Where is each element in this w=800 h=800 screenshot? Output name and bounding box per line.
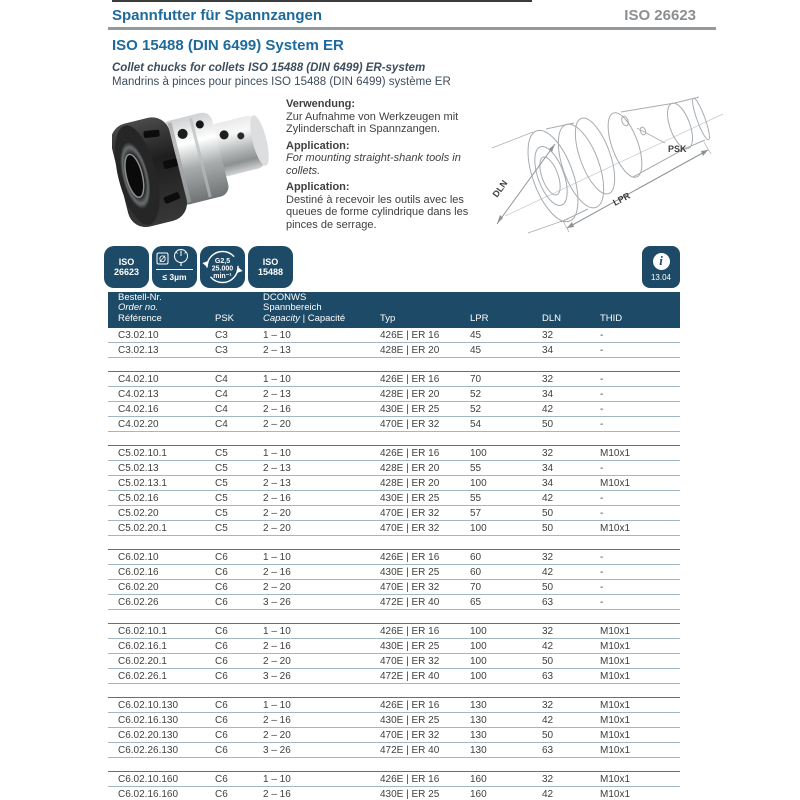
table-cell: C5 — [215, 507, 228, 519]
column-header-capacity: DCONWS Spannbereich Capacity | Capacité — [263, 291, 346, 324]
table-cell: 3 – 26 — [263, 596, 291, 608]
table-cell: 34 — [542, 462, 554, 474]
table-cell: - — [600, 566, 604, 578]
table-cell: - — [600, 329, 604, 341]
table-cell: 32 — [542, 699, 554, 711]
top-cutoff-strip — [112, 0, 532, 2]
table-row — [108, 743, 680, 758]
table-cell: M10x1 — [600, 447, 631, 459]
table-cell: 60 — [470, 551, 482, 563]
table-cell: 63 — [542, 744, 554, 756]
table-cell: C6.02.16.130 — [118, 714, 179, 726]
page-title: Spannfutter für Spannzangen — [112, 7, 322, 24]
table-cell: M10x1 — [600, 788, 631, 800]
table-cell: C4.02.16 — [118, 403, 159, 415]
table-row — [108, 787, 680, 800]
table-cell: - — [600, 373, 604, 385]
table-row — [108, 772, 680, 787]
table-cell: 1 – 10 — [263, 625, 291, 637]
table-cell: 57 — [470, 507, 482, 519]
table-cell: 70 — [470, 581, 482, 593]
table-cell: C6 — [215, 551, 228, 563]
table-cell: 130 — [470, 714, 487, 726]
table-header — [108, 292, 680, 328]
table-cell: C6.02.10.1 — [118, 625, 167, 637]
subtitle-en: Collet chucks for collets ISO 15488 (DIN 6499) ER-system — [112, 62, 426, 74]
table-cell: 130 — [470, 744, 487, 756]
table-cell: 470E | ER 32 — [380, 581, 440, 593]
table-cell: 32 — [542, 447, 554, 459]
runout-divider — [156, 269, 193, 270]
table-cell: M10x1 — [600, 670, 631, 682]
table-cell: 63 — [542, 596, 554, 608]
table-cell: 472E | ER 40 — [380, 596, 440, 608]
table-group — [108, 623, 680, 684]
badge-balancing — [200, 246, 245, 288]
table-cell: 430E | ER 25 — [380, 640, 440, 652]
table-cell: C6.02.20 — [118, 581, 159, 593]
table-cell: 2 – 16 — [263, 403, 291, 415]
table-row — [108, 461, 680, 476]
table-cell: M10x1 — [600, 714, 631, 726]
table-cell: 160 — [470, 773, 487, 785]
description-en-text: For mounting straight-shank tools in collets. — [286, 152, 461, 177]
table-row — [108, 446, 680, 461]
badge-iso-26623 — [104, 246, 149, 288]
table-cell: C5 — [215, 462, 228, 474]
table-cell: 2 – 20 — [263, 729, 291, 741]
table-cell: 430E | ER 25 — [380, 714, 440, 726]
column-header-dln: DLN — [542, 312, 562, 324]
table-cell: C5 — [215, 492, 228, 504]
table-cell: 2 – 20 — [263, 581, 291, 593]
table-row — [108, 372, 680, 387]
table-cell: 2 – 13 — [263, 388, 291, 400]
table-cell: 472E | ER 40 — [380, 670, 440, 682]
table-group — [108, 771, 680, 800]
column-header-psk: PSK — [215, 312, 235, 324]
table-cell: C4 — [215, 373, 228, 385]
section-heading: ISO 15488 (DIN 6499) System ER — [112, 37, 344, 54]
table-group — [108, 371, 680, 432]
table-cell: C6 — [215, 596, 228, 608]
table-cell: C6.02.10 — [118, 551, 159, 563]
runout-value: ≤ 3µm — [162, 272, 187, 282]
table-cell: 100 — [470, 670, 487, 682]
table-cell: 100 — [470, 640, 487, 652]
table-cell: 45 — [470, 344, 482, 356]
table-cell: - — [600, 596, 604, 608]
table-cell: 428E | ER 20 — [380, 388, 440, 400]
balance-unit: min⁻¹ — [213, 273, 232, 280]
page-header — [112, 7, 696, 24]
table-row — [108, 521, 680, 536]
table-cell: C5.02.20 — [118, 507, 159, 519]
table-cell: 1 – 10 — [263, 373, 291, 385]
table-cell: - — [600, 418, 604, 430]
table-row — [108, 595, 680, 610]
table-cell: 60 — [470, 566, 482, 578]
table-cell: 3 – 26 — [263, 670, 291, 682]
table-cell: C6.02.16 — [118, 566, 159, 578]
balance-grade: G2,5 — [214, 258, 231, 265]
table-cell: 34 — [542, 388, 554, 400]
table-cell: 426E | ER 16 — [380, 447, 440, 459]
table-cell: 55 — [470, 492, 482, 504]
table-cell: 2 – 16 — [263, 566, 291, 578]
table-cell: M10x1 — [600, 477, 631, 489]
table-group — [108, 697, 680, 758]
badge-iso-15488 — [248, 246, 293, 288]
table-cell: 52 — [470, 403, 482, 415]
table-cell: C6.02.16.160 — [118, 788, 179, 800]
table-cell: C5 — [215, 522, 228, 534]
table-cell: 32 — [542, 329, 554, 341]
table-cell: 430E | ER 25 — [380, 403, 440, 415]
subtitle-block — [112, 61, 451, 89]
table-cell: 430E | ER 25 — [380, 492, 440, 504]
table-cell: C6 — [215, 744, 228, 756]
table-cell: C4.02.20 — [118, 418, 159, 430]
balance-speed: 25.000 — [211, 265, 234, 273]
table-cell: C5 — [215, 447, 228, 459]
table-cell: C6 — [215, 670, 228, 682]
table-cell: 100 — [470, 655, 487, 667]
table-cell: C6.02.20.1 — [118, 655, 167, 667]
table-cell: 2 – 20 — [263, 522, 291, 534]
table-cell: C6.02.26.130 — [118, 744, 179, 756]
table-cell: 32 — [542, 551, 554, 563]
table-cell: C5.02.13 — [118, 462, 159, 474]
table-cell: 430E | ER 25 — [380, 788, 440, 800]
header-divider — [108, 27, 716, 30]
table-cell: C3 — [215, 329, 228, 341]
badge-iso26623-line2: 26623 — [113, 267, 140, 277]
table-cell: 65 — [470, 596, 482, 608]
table-cell: 32 — [542, 373, 554, 385]
table-cell: M10x1 — [600, 655, 631, 667]
collet-chuck-photo — [112, 96, 277, 231]
table-cell: 52 — [470, 388, 482, 400]
table-cell: 2 – 16 — [263, 640, 291, 652]
table-cell: 1 – 10 — [263, 329, 291, 341]
table-cell: 32 — [542, 773, 554, 785]
table-cell: 100 — [470, 625, 487, 637]
table-cell: 1 – 10 — [263, 699, 291, 711]
table-cell: M10x1 — [600, 625, 631, 637]
table-cell: 2 – 20 — [263, 507, 291, 519]
table-cell: 50 — [542, 655, 554, 667]
table-cell: C6.02.10.160 — [118, 773, 179, 785]
table-row — [108, 639, 680, 654]
technical-drawing — [475, 88, 735, 235]
table-cell: 470E | ER 32 — [380, 418, 440, 430]
table-cell: - — [600, 492, 604, 504]
table-row — [108, 669, 680, 684]
table-row — [108, 506, 680, 521]
table-cell: 2 – 13 — [263, 462, 291, 474]
table-cell: 430E | ER 25 — [380, 566, 440, 578]
table-cell: 1 – 10 — [263, 551, 291, 563]
table-cell: C4 — [215, 388, 228, 400]
table-cell: 50 — [542, 507, 554, 519]
description-block — [286, 98, 470, 231]
table-row — [108, 580, 680, 595]
description-fr-text: Destiné à recevoir les outils avec les queues de forme cylindrique dans les pinces de serrage. — [286, 193, 469, 231]
table-cell: M10x1 — [600, 640, 631, 652]
table-row — [108, 713, 680, 728]
table-row — [108, 565, 680, 580]
table-cell: 42 — [542, 640, 554, 652]
table-cell: - — [600, 581, 604, 593]
table-cell: 50 — [542, 522, 554, 534]
table-cell: 54 — [470, 418, 482, 430]
subtitle-fr: Mandrins à pinces pour pinces ISO 15488 (DIN 6499) système ER — [112, 76, 451, 88]
table-cell: 50 — [542, 581, 554, 593]
table-cell: M10x1 — [600, 744, 631, 756]
table-cell: C4.02.10 — [118, 373, 159, 385]
table-cell: 426E | ER 16 — [380, 551, 440, 563]
table-cell: 472E | ER 40 — [380, 744, 440, 756]
table-body — [108, 328, 680, 800]
table-cell: 63 — [542, 670, 554, 682]
table-group — [108, 549, 680, 610]
table-cell: 428E | ER 20 — [380, 344, 440, 356]
table-cell: 45 — [470, 329, 482, 341]
table-cell: C5.02.13.1 — [118, 477, 167, 489]
table-cell: 42 — [542, 566, 554, 578]
table-cell: 50 — [542, 729, 554, 741]
table-cell: 2 – 20 — [263, 655, 291, 667]
table-cell: 426E | ER 16 — [380, 329, 440, 341]
table-row — [108, 343, 680, 358]
table-cell: 32 — [542, 625, 554, 637]
table-cell: 42 — [542, 492, 554, 504]
table-cell: 2 – 13 — [263, 477, 291, 489]
table-cell: C5 — [215, 477, 228, 489]
table-row — [108, 698, 680, 713]
table-cell: 426E | ER 16 — [380, 625, 440, 637]
table-cell: C4 — [215, 403, 228, 415]
column-header-order-no: Bestell-Nr. Order no. Référence — [118, 291, 162, 324]
description-en-label: Application: — [286, 139, 350, 152]
drawing-label-psk: PSK — [668, 144, 687, 154]
table-cell: 1 – 10 — [263, 773, 291, 785]
table-cell: 2 – 20 — [263, 418, 291, 430]
column-header-typ: Typ — [380, 312, 396, 324]
table-group — [108, 328, 680, 358]
table-cell: M10x1 — [600, 699, 631, 711]
table-cell: C5.02.10.1 — [118, 447, 167, 459]
table-cell: 2 – 13 — [263, 344, 291, 356]
table-cell: 50 — [542, 418, 554, 430]
badge-iso15488-line2: 15488 — [257, 267, 284, 277]
table-cell: C6 — [215, 699, 228, 711]
table-cell: 2 – 16 — [263, 714, 291, 726]
table-cell: 100 — [470, 447, 487, 459]
table-cell: 160 — [470, 788, 487, 800]
table-cell: 42 — [542, 788, 554, 800]
table-cell: 42 — [542, 403, 554, 415]
table-cell: 42 — [542, 714, 554, 726]
description-de-text: Zur Aufnahme von Werkzeugen mit Zylinderschaft in Spannzangen. — [286, 110, 459, 135]
product-photo — [112, 96, 277, 231]
table-row — [108, 402, 680, 417]
table-cell: C6.02.20.130 — [118, 729, 179, 741]
table-cell: C6.02.10.130 — [118, 699, 179, 711]
table-cell: 70 — [470, 373, 482, 385]
table-cell: C6 — [215, 788, 228, 800]
info-icon: i — [653, 253, 670, 270]
description-fr-label: Application: — [286, 181, 350, 193]
table-cell: C4.02.13 — [118, 388, 159, 400]
table-cell: M10x1 — [600, 522, 631, 534]
table-row — [108, 491, 680, 506]
badge-iso26623-line1: ISO — [118, 257, 135, 267]
table-cell: C6 — [215, 655, 228, 667]
table-cell: M10x1 — [600, 773, 631, 785]
table-cell: C4 — [215, 418, 228, 430]
table-cell: 34 — [542, 344, 554, 356]
table-cell: - — [600, 344, 604, 356]
table-row — [108, 728, 680, 743]
table-cell: - — [600, 551, 604, 563]
table-cell: 426E | ER 16 — [380, 773, 440, 785]
table-cell: 470E | ER 32 — [380, 655, 440, 667]
table-cell: C5.02.16 — [118, 492, 159, 504]
drawing-label-lpr: LPR — [611, 190, 632, 208]
table-cell: C6.02.26.1 — [118, 670, 167, 682]
table-cell: - — [600, 507, 604, 519]
table-row — [108, 328, 680, 343]
table-cell: 470E | ER 32 — [380, 729, 440, 741]
table-cell: 428E | ER 20 — [380, 477, 440, 489]
table-cell: 470E | ER 32 — [380, 507, 440, 519]
table-cell: - — [600, 403, 604, 415]
table-cell: C6 — [215, 729, 228, 741]
column-header-lpr: LPR — [470, 312, 489, 324]
table-row — [108, 417, 680, 432]
table-cell: 100 — [470, 522, 487, 534]
table-cell: 1 – 10 — [263, 447, 291, 459]
table-cell: M10x1 — [600, 729, 631, 741]
table-cell: 34 — [542, 477, 554, 489]
table-row — [108, 550, 680, 565]
table-cell: C6 — [215, 773, 228, 785]
table-cell: 428E | ER 20 — [380, 462, 440, 474]
table-row — [108, 654, 680, 669]
table-cell: 3 – 26 — [263, 744, 291, 756]
badge-runout — [152, 246, 197, 288]
description-de-label: Verwendung: — [286, 98, 356, 110]
table-cell: 2 – 16 — [263, 788, 291, 800]
table-cell: C6.02.26 — [118, 596, 159, 608]
standard-label: ISO 26623 — [624, 7, 696, 24]
info-badge — [642, 246, 680, 288]
table-cell: C6.02.16.1 — [118, 640, 167, 652]
table-cell: C3 — [215, 344, 228, 356]
table-cell: - — [600, 462, 604, 474]
info-version: 13.04 — [650, 272, 672, 282]
table-group — [108, 445, 680, 536]
drawing-label-dln: DLN — [490, 178, 510, 200]
table-cell: 2 – 16 — [263, 492, 291, 504]
table-cell: C5.02.20.1 — [118, 522, 167, 534]
table-row — [108, 387, 680, 402]
table-cell: C3.02.13 — [118, 344, 159, 356]
table-cell: - — [600, 388, 604, 400]
table-cell: C6 — [215, 625, 228, 637]
table-cell: C6 — [215, 581, 228, 593]
runout-gauge-icon — [155, 248, 194, 268]
balancing-icon — [200, 246, 245, 288]
svg-text:Ø: Ø — [158, 254, 167, 264]
table-cell: C3.02.10 — [118, 329, 159, 341]
table-cell: C6 — [215, 714, 228, 726]
badge-iso15488-line1: ISO — [262, 257, 279, 267]
table-cell: C6 — [215, 566, 228, 578]
column-header-thid: THID — [600, 312, 623, 324]
table-cell: 470E | ER 32 — [380, 522, 440, 534]
table-cell: 426E | ER 16 — [380, 373, 440, 385]
table-row — [108, 624, 680, 639]
table-cell: C6 — [215, 640, 228, 652]
table-cell: 55 — [470, 462, 482, 474]
table-cell: 100 — [470, 477, 487, 489]
table-cell: 426E | ER 16 — [380, 699, 440, 711]
table-cell: 130 — [470, 699, 487, 711]
table-row — [108, 476, 680, 491]
table-cell: 130 — [470, 729, 487, 741]
